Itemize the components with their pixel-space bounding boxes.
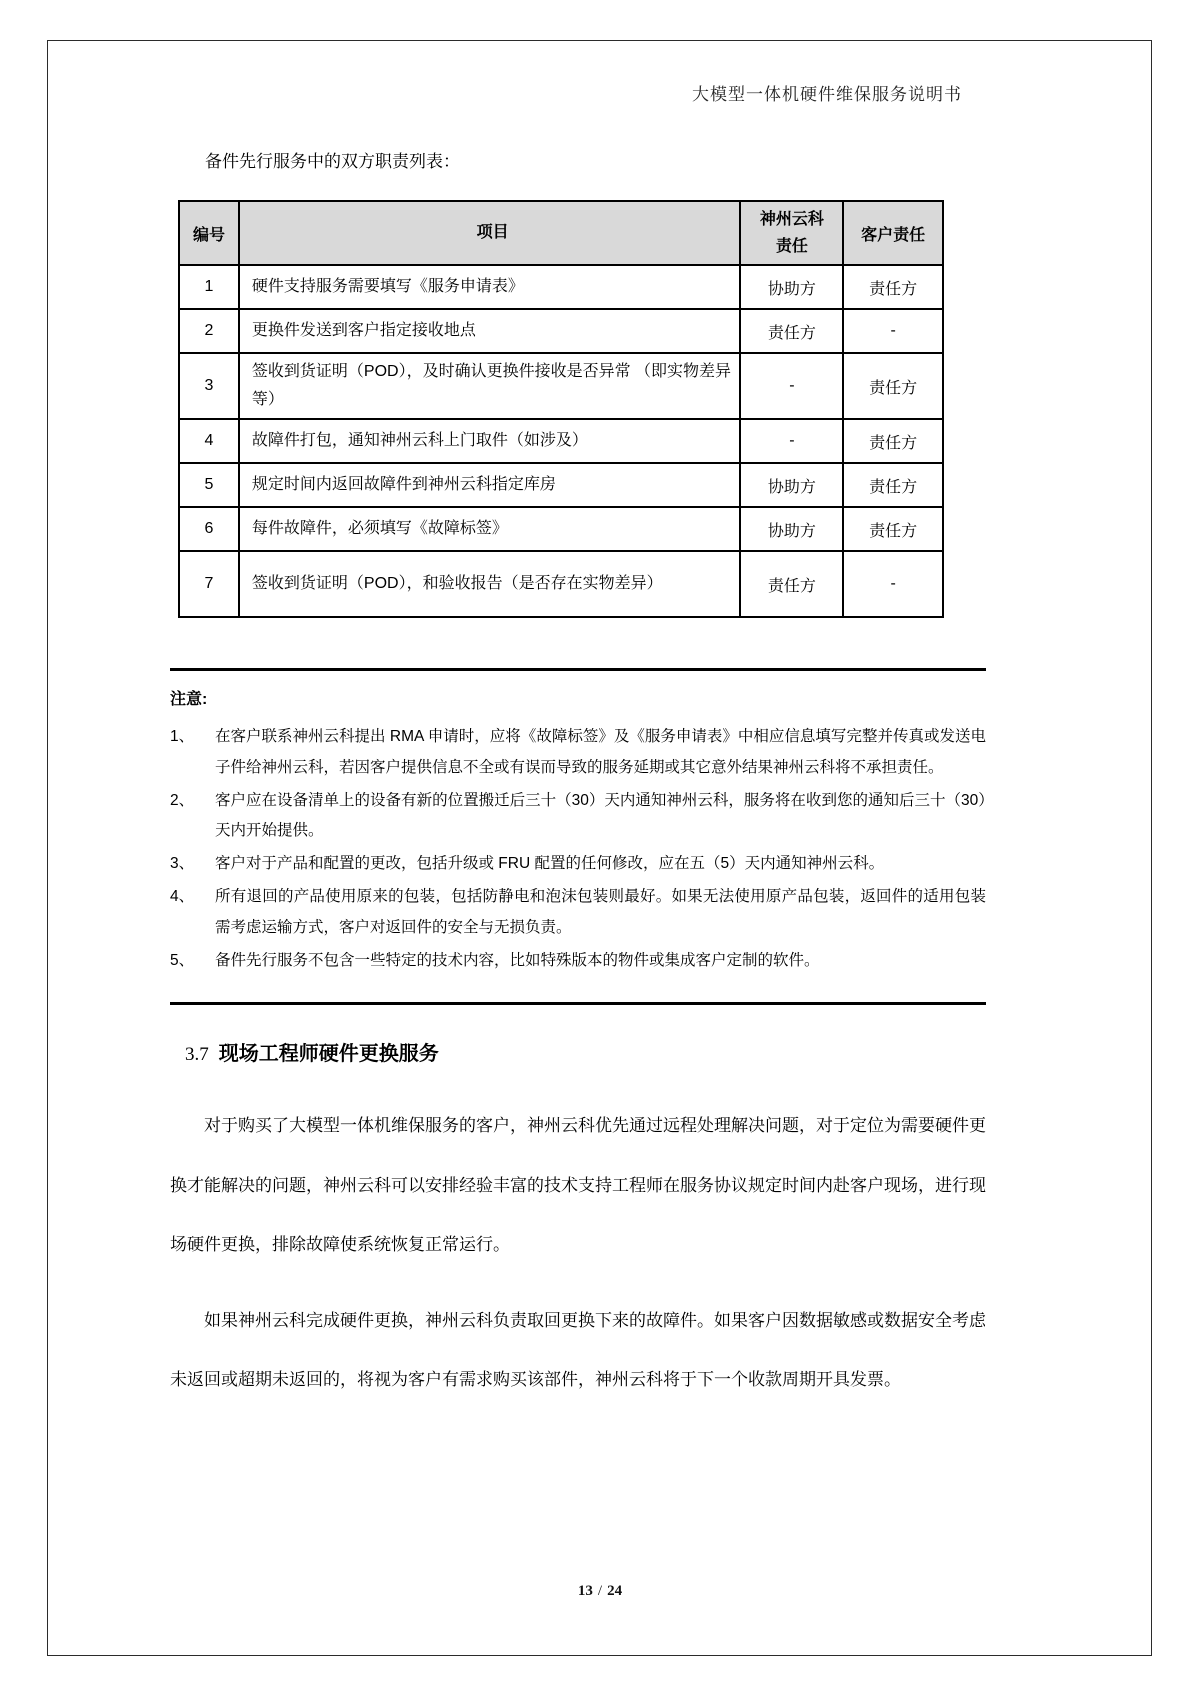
- list-item: [170, 786, 986, 846]
- body-paragraph: 对于购买了大模型一体机维保服务的客户，神州云科优先通过远程处理解决问题，对于定位为需要硬件更换才能解决的问题，神州云科可以安排经验丰富的技术支持工程师在服务协议规定时间内赴客户现场，进行现场硬件更换，排除故障使系统恢复正常运行。: [170, 1116, 986, 1255]
- table-intro-text: 备件先行服务中的双方职责列表：: [205, 152, 460, 171]
- page-number-separator: /: [597, 1583, 603, 1599]
- customer-resp-cell: 责任方: [843, 507, 943, 551]
- page-footer: [0, 1583, 1200, 1600]
- list-item: [170, 882, 986, 942]
- customer-resp-cell: 责任方: [843, 419, 943, 463]
- customer-resp-cell: 责任方: [843, 265, 943, 309]
- table-row: [179, 353, 943, 419]
- row-item-cell: 故障件打包，通知神州云科上门取件（如涉及）: [239, 419, 741, 463]
- list-item: [170, 849, 986, 879]
- row-item-cell: 每件故障件，必须填写《故障标签》: [239, 507, 741, 551]
- vendor-resp-cell: 协助方: [740, 265, 843, 309]
- header-vendor-stack: [747, 206, 836, 260]
- section-title: 现场工程师硬件更换服务: [218, 1043, 439, 1066]
- table-row: [179, 507, 943, 551]
- note-number: 5、: [170, 951, 195, 969]
- page-number-total: 24: [607, 1583, 623, 1599]
- vendor-resp-cell: -: [740, 353, 843, 419]
- responsibility-table: [178, 200, 944, 618]
- row-no-cell: 5: [179, 463, 239, 507]
- row-item-cell: 硬件支持服务需要填写《服务申请表》: [239, 265, 741, 309]
- list-item: [170, 946, 986, 976]
- table-header-row: [179, 201, 943, 265]
- note-number: 2、: [170, 791, 195, 809]
- notes-label: 注意:: [170, 691, 208, 709]
- row-item-cell: 签收到货证明（POD），和验收报告（是否存在实物差异）: [239, 551, 741, 617]
- section-number: 3.7: [185, 1044, 209, 1066]
- note-number: 1、: [170, 728, 195, 746]
- note-number: 3、: [170, 855, 195, 873]
- customer-resp-cell: -: [843, 551, 943, 617]
- header-customer-responsibility: 客户责任: [843, 201, 943, 265]
- note-text: 所有退回的产品使用原来的包装，包括防静电和泡沫包装则最好。如果无法使用原产品包装，返回件的适用包装需考虑运输方式，客户对返回件的安全与无损负责。: [215, 888, 986, 936]
- row-no-cell: 6: [179, 507, 239, 551]
- body-paragraph: 如果神州云科完成硬件更换，神州云科负责取回更换下来的故障件。如果客户因数据敏感或数据安全考虑未返回或超期未返回的，将视为客户有需求购买该部件，神州云科将于下一个收款周期开具发票。: [170, 1310, 986, 1390]
- row-no-cell: 1: [179, 265, 239, 309]
- notes-list: [170, 722, 986, 976]
- vendor-resp-cell: 责任方: [740, 309, 843, 353]
- header-vendor-line2: 责任: [775, 238, 808, 256]
- vendor-resp-cell: 责任方: [740, 551, 843, 617]
- table-row: [179, 265, 943, 309]
- row-no-cell: 2: [179, 309, 239, 353]
- page-number-current: 13: [577, 1583, 593, 1599]
- vendor-resp-cell: 协助方: [740, 507, 843, 551]
- customer-resp-cell: -: [843, 309, 943, 353]
- note-text: 客户应在设备清单上的设备有新的位置搬迁后三十（30）天内通知神州云科，服务将在收到您的通知后三十（30）天内开始提供。: [215, 791, 986, 840]
- section-heading: [185, 1037, 986, 1066]
- page-content: [170, 40, 986, 1410]
- row-item-cell: 规定时间内返回故障件到神州云科指定库房: [239, 463, 741, 507]
- table-row: [179, 309, 943, 353]
- note-text: 备件先行服务不包含一些特定的技术内容，比如特殊版本的物件或集成客户定制的软件。: [215, 951, 820, 969]
- row-item-cell: 更换件发送到客户指定接收地点: [239, 309, 741, 353]
- document-header-title: 大模型一体机硬件维保服务说明书: [692, 85, 962, 104]
- row-no-cell: 4: [179, 419, 239, 463]
- row-no-cell: 3: [179, 353, 239, 419]
- vendor-resp-cell: -: [740, 419, 843, 463]
- header-vendor-line1: 神州云科: [759, 211, 824, 228]
- table-row: [179, 463, 943, 507]
- note-text: 在客户联系神州云科提出 RMA 申请时，应将《故障标签》及《服务申请表》中相应信息填写完整并传真或发送电子件给神州云科，若因客户提供信息不全或有误而导致的服务延期或其它意外结果神州云科将不承担责任。: [215, 728, 986, 776]
- section-divider: [170, 668, 986, 671]
- list-item: [170, 722, 986, 782]
- header-vendor-responsibility: [740, 201, 843, 265]
- table-row: [179, 551, 943, 617]
- row-no-cell: 7: [179, 551, 239, 617]
- note-text: 客户对于产品和配置的更改，包括升级或 FRU 配置的任何修改，应在五（5）天内通知神州云科。: [215, 855, 885, 873]
- section-divider: [170, 1002, 986, 1005]
- row-item-cell: 签收到货证明（POD），及时确认更换件接收是否异常 （即实物差异等）: [239, 353, 741, 419]
- customer-resp-cell: 责任方: [843, 463, 943, 507]
- table-row: [179, 419, 943, 463]
- header-item: 项目: [239, 201, 741, 265]
- header-no: 编号: [179, 201, 239, 265]
- vendor-resp-cell: 协助方: [740, 463, 843, 507]
- customer-resp-cell: 责任方: [843, 353, 943, 419]
- note-number: 4、: [170, 888, 195, 906]
